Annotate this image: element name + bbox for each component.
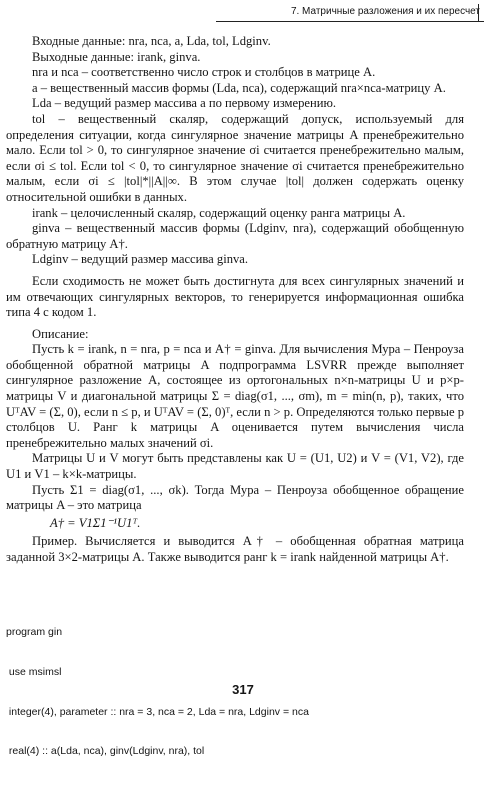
pseudo-inverse-paragraph: Пусть Σ1 = diag(σ1, ..., σk). Тогда Мура – Пенроуза обобщенное обращение матрицы A – это матрица — [6, 482, 464, 513]
code-line: use msimsl — [6, 666, 62, 679]
code-line: program gin — [6, 626, 63, 639]
header-rule — [216, 21, 484, 22]
output-data-line: Выходные данные: irank, ginva. — [32, 49, 201, 64]
matrix-partition-paragraph: Матрицы U и V могут быть представлены как U = (U1, U2) и V = (V1, V2), где U1 и V1 – k×k-матрицы. — [6, 451, 464, 482]
param-irank: irank – целочисленный скаляр, содержащий оценку ранга матрицы A. — [32, 205, 406, 220]
convergence-note: Если сходимость не может быть достигнута для всех сингулярных значений и им отвечающих сингулярных векторов, то генерируется информационная ошибка типа 4 с кодом 1. — [6, 273, 464, 320]
param-lda: Lda – ведущий размер массива a по первому измерению. — [32, 96, 336, 111]
param-tol: tol – вещественный скаляр, содержащий допуск, используемый для определения ситуации, когда сингулярное значение матрицы A пренебрежительно мало. Если tol > 0, то сингулярное значение σi считается пренебрежительно малым, если σi ≤ tol. Если tol < 0, то сингулярное значение σi считается пренебрежительно малым, если σi ≤ |tol|*||A||∞. В этом случае |tol| должен содержать оценку относительной ошибки в данных. — [6, 111, 464, 204]
input-data-line: Входные данные: nra, nca, a, Lda, tol, Ldginv. — [32, 34, 271, 48]
param-ldginv: Ldginv – ведущий размер массива ginva. — [32, 252, 249, 267]
description-heading: Описание: — [32, 326, 89, 341]
param-a: a – вещественный массив формы (Lda, nca), содержащий nra×nca-матрицу A. — [32, 80, 446, 95]
body-text — [6, 34, 464, 566]
pseudo-inverse-formula: A† = V1Σ1⁻¹U1ᵀ. — [50, 515, 141, 530]
header-tick — [478, 4, 479, 21]
code-line: real(4) :: a(Lda, nca), ginv(Ldginv, nra), tol — [6, 745, 205, 758]
code-line: integer(4), parameter :: nra = 3, nca = 2, Lda = nra, Ldginv = nca — [6, 705, 309, 718]
param-nra-nca: nra и nca – соответственно число строк и столбцов в матрице A. — [32, 65, 376, 80]
description-paragraph: Пусть k = irank, n = nra, p = nca и A† = ginva. Для вычисления Мура – Пенроуза обобщенной обратной матрицы A подпрограмма LSVRR прежде выполняет сингулярное разложение A, состоящее из ортогональных n×n-матрицы U и p×p-матрицы V и диагональной матрицы Σ = diag(σ1, ..., σm), m = min(n, p), таких, что UᵀAV = (Σ, 0), если n ≤ p, и UᵀAV = (Σ, 0)ᵀ, если n > p. Определяются только первые p столбцов U. Ранг k матрицы A оценивается путем вычисления числа пренебрежительно малых значений σi. — [6, 342, 464, 450]
page-number: 317 — [232, 682, 254, 697]
example-paragraph: Пример. Вычисляется и выводится A† – обобщенная обратная матрица заданной 3×2-матрицы A. Также выводится ранг k = irank найденной матрицы A†. — [6, 534, 464, 564]
running-header: 7. Матричные разложения и их пересчет — [290, 6, 480, 17]
param-ginva: ginva – вещественный массив формы (Ldginv, nra), содержащий обобщенную обратную матрицу A†. — [6, 221, 464, 251]
